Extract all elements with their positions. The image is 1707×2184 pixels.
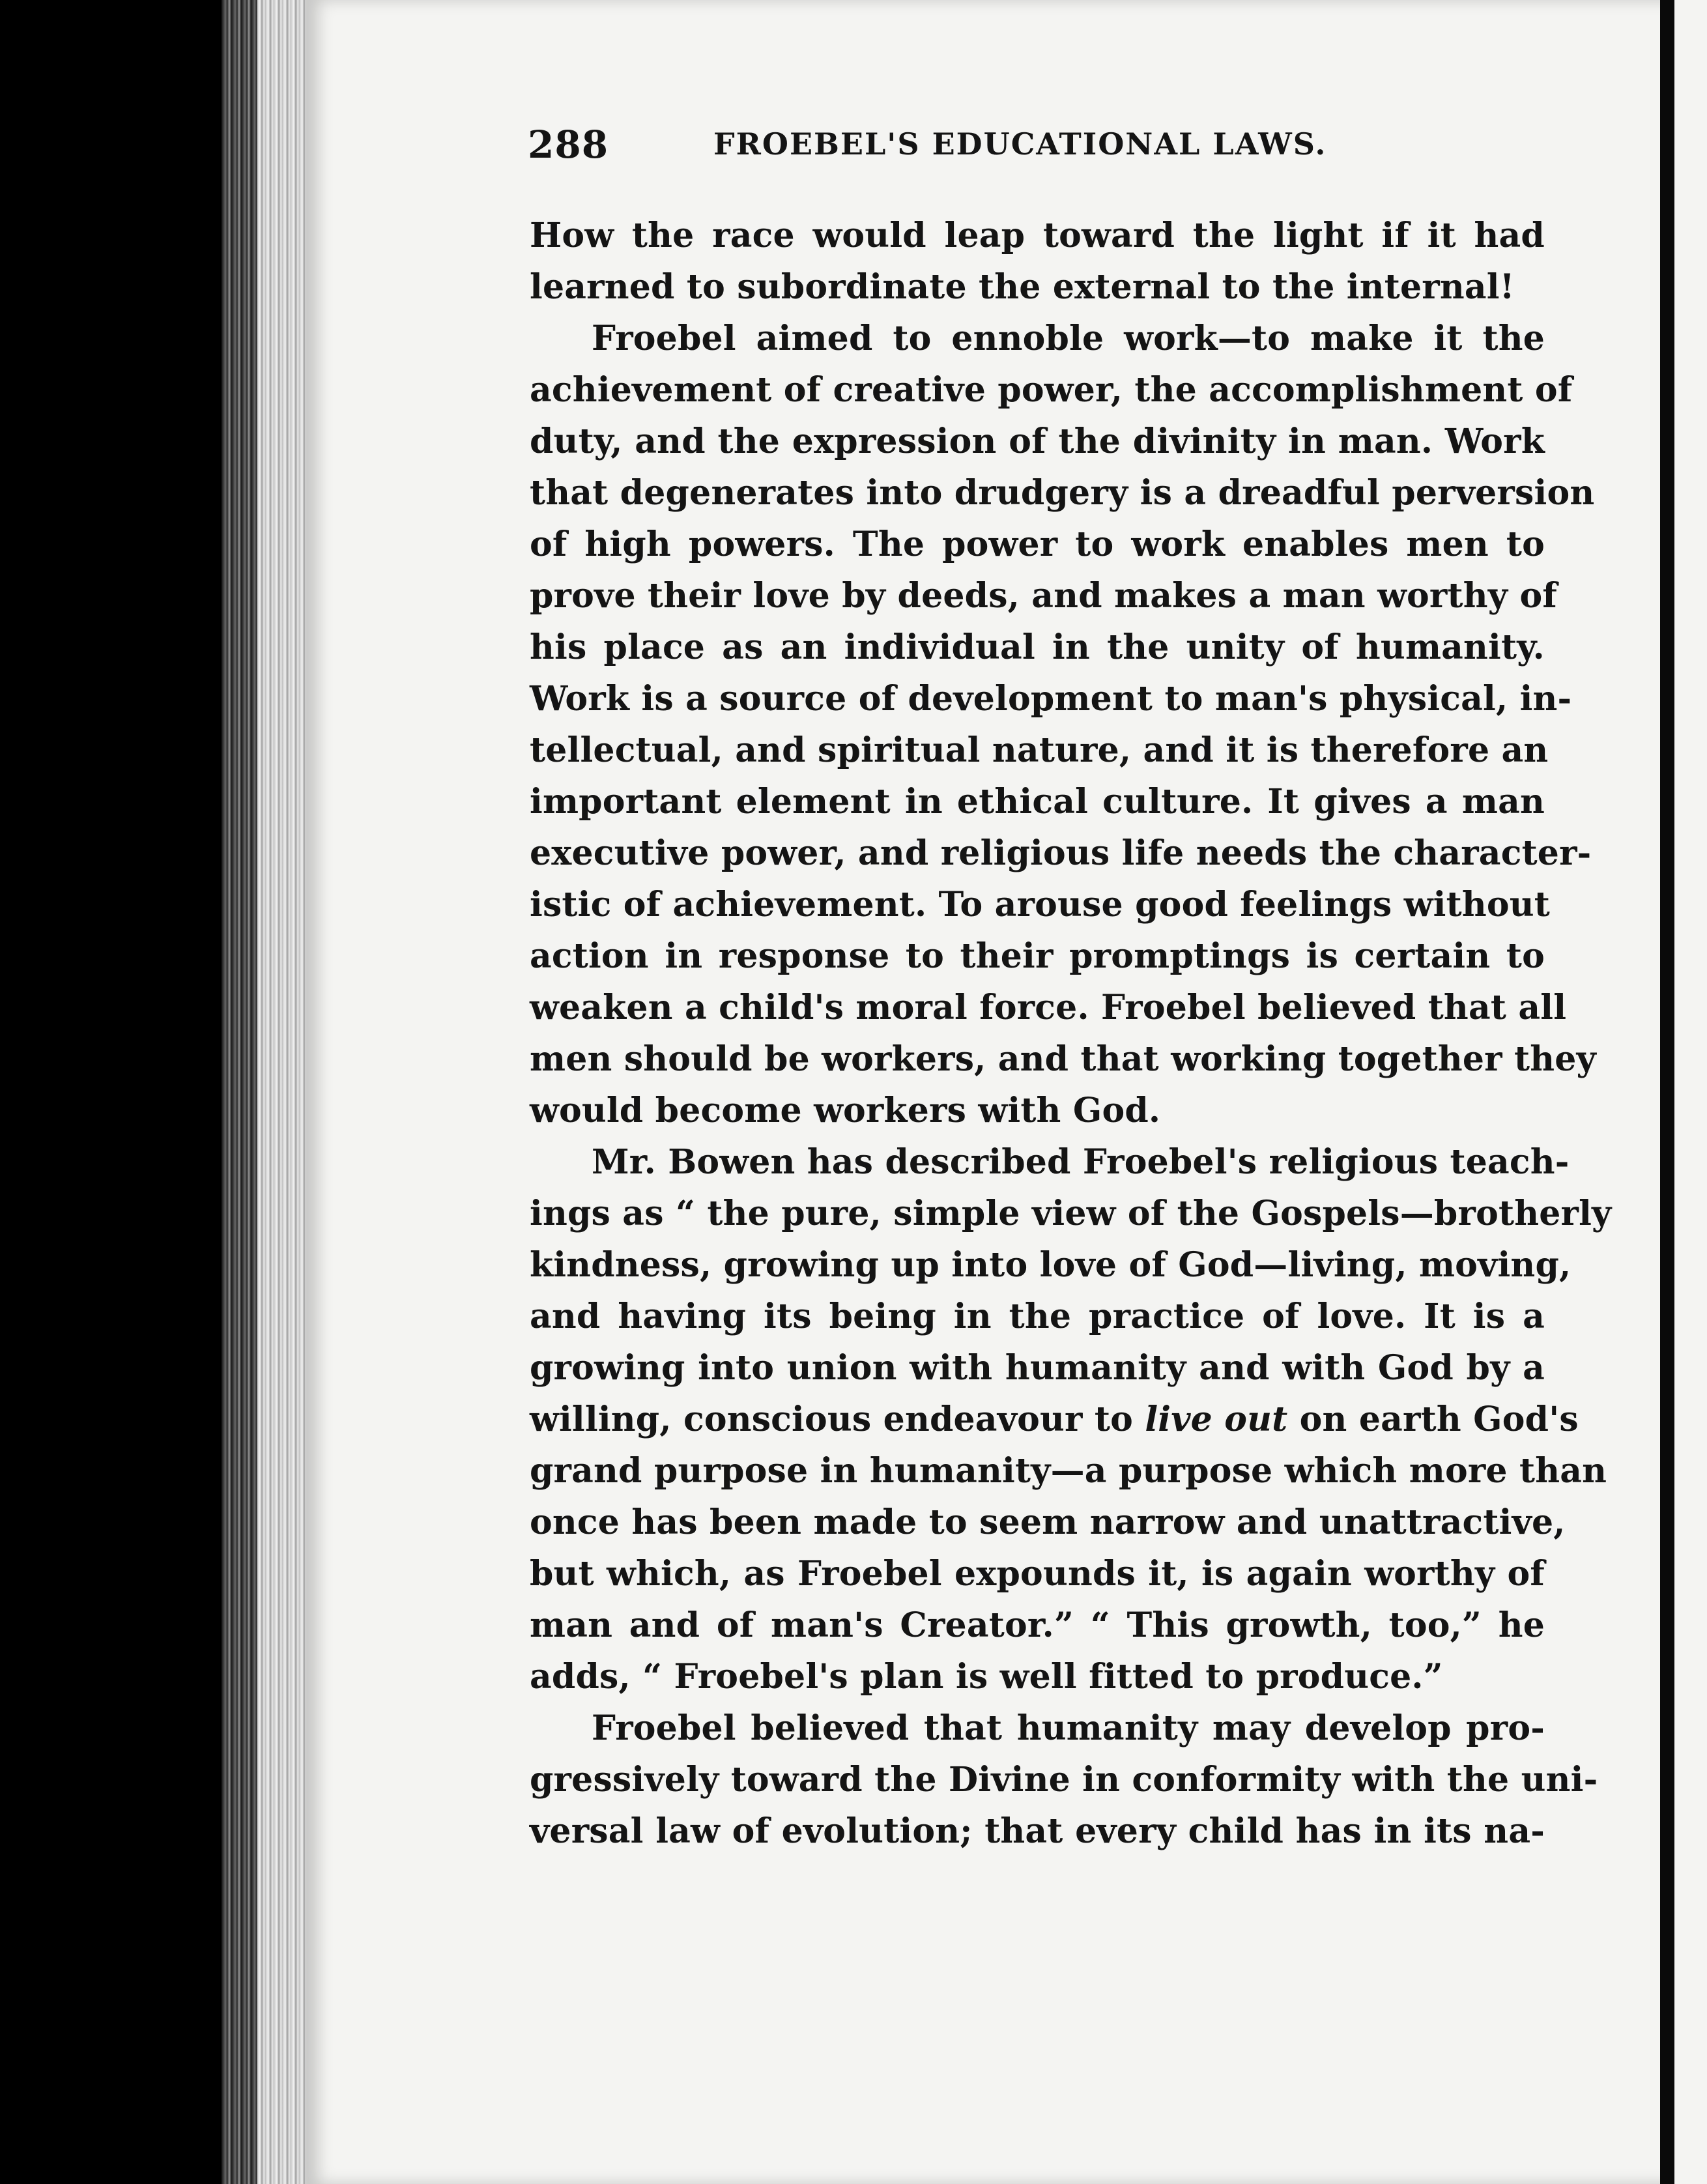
text-line: his place as an individual in the unity of humanity. bbox=[530, 627, 1545, 667]
text-line: action in response to their promptings is certain to bbox=[530, 936, 1545, 976]
running-head: FROEBEL'S EDUCATIONAL LAWS. bbox=[713, 126, 1327, 162]
text-line: Froebel believed that humanity may develop pro- bbox=[592, 1708, 1545, 1748]
text-line: growing into union with humanity and with God by a bbox=[530, 1348, 1545, 1388]
text-line: ings as “ the pure, simple view of the Gospels—brotherly bbox=[530, 1194, 1612, 1233]
text-line: would become workers with God. bbox=[530, 1091, 1161, 1130]
text-line: grand purpose in humanity—a purpose which more than bbox=[530, 1451, 1607, 1491]
text-line: executive power, and religious life needs the character- bbox=[530, 833, 1592, 873]
text-line: important element in ethical culture. It gives a man bbox=[530, 782, 1545, 822]
text-line: duty, and the expression of the divinity in man. Work bbox=[530, 422, 1545, 461]
text-line: and having its being in the practice of love. It is a bbox=[530, 1297, 1545, 1336]
text-line: Froebel aimed to ennoble work—to make it the bbox=[592, 319, 1545, 358]
text-line: once has been made to seem narrow and unattractive, bbox=[530, 1502, 1566, 1542]
text-run: on earth God's bbox=[1287, 1400, 1579, 1439]
text-line: man and of man's Creator.” “ This growth, too,” he bbox=[530, 1605, 1545, 1645]
text-line: adds, “ Froebel's plan is well fitted to produce.” bbox=[530, 1657, 1443, 1697]
italic-phrase: live out bbox=[1145, 1400, 1288, 1439]
book-page-edges-light bbox=[257, 0, 309, 2184]
page-header bbox=[528, 122, 1544, 175]
text-run: willing, conscious endeavour to bbox=[530, 1400, 1145, 1439]
page-number: 288 bbox=[528, 122, 609, 167]
right-border-rule bbox=[1660, 0, 1674, 2184]
next-page-strip bbox=[1674, 0, 1707, 2184]
text-line: prove their love by deeds, and makes a man worthy of bbox=[530, 576, 1557, 616]
text-line: How the race would leap toward the light if it had bbox=[530, 216, 1545, 255]
text-line: learned to subordinate the external to the internal! bbox=[530, 267, 1515, 307]
text-line-italic-mix bbox=[530, 1394, 1579, 1445]
text-line: weaken a child's moral force. Froebel believed that all bbox=[530, 988, 1567, 1027]
text-line: kindness, growing up into love of God—living, moving, bbox=[530, 1245, 1571, 1285]
text-line: that degenerates into drudgery is a dreadful perversion bbox=[530, 473, 1595, 513]
text-line: versal law of evolution; that every child has in its na- bbox=[530, 1811, 1545, 1851]
text-line: men should be workers, and that working together they bbox=[530, 1039, 1596, 1079]
text-line: gressively toward the Divine in conformity with the uni- bbox=[530, 1760, 1598, 1800]
text-line: but which, as Froebel expounds it, is again worthy of bbox=[530, 1554, 1545, 1594]
text-line: of high powers. The power to work enables men to bbox=[530, 524, 1545, 564]
text-line: achievement of creative power, the accomplishment of bbox=[530, 370, 1573, 410]
body-text bbox=[530, 210, 1612, 1857]
text-line: tellectual, and spiritual nature, and it is therefore an bbox=[530, 730, 1549, 770]
text-line: Mr. Bowen has described Froebel's religious teach- bbox=[592, 1142, 1570, 1182]
text-line: istic of achievement. To arouse good feelings without bbox=[530, 885, 1550, 925]
text-line: Work is a source of development to man's physical, in- bbox=[530, 679, 1572, 719]
